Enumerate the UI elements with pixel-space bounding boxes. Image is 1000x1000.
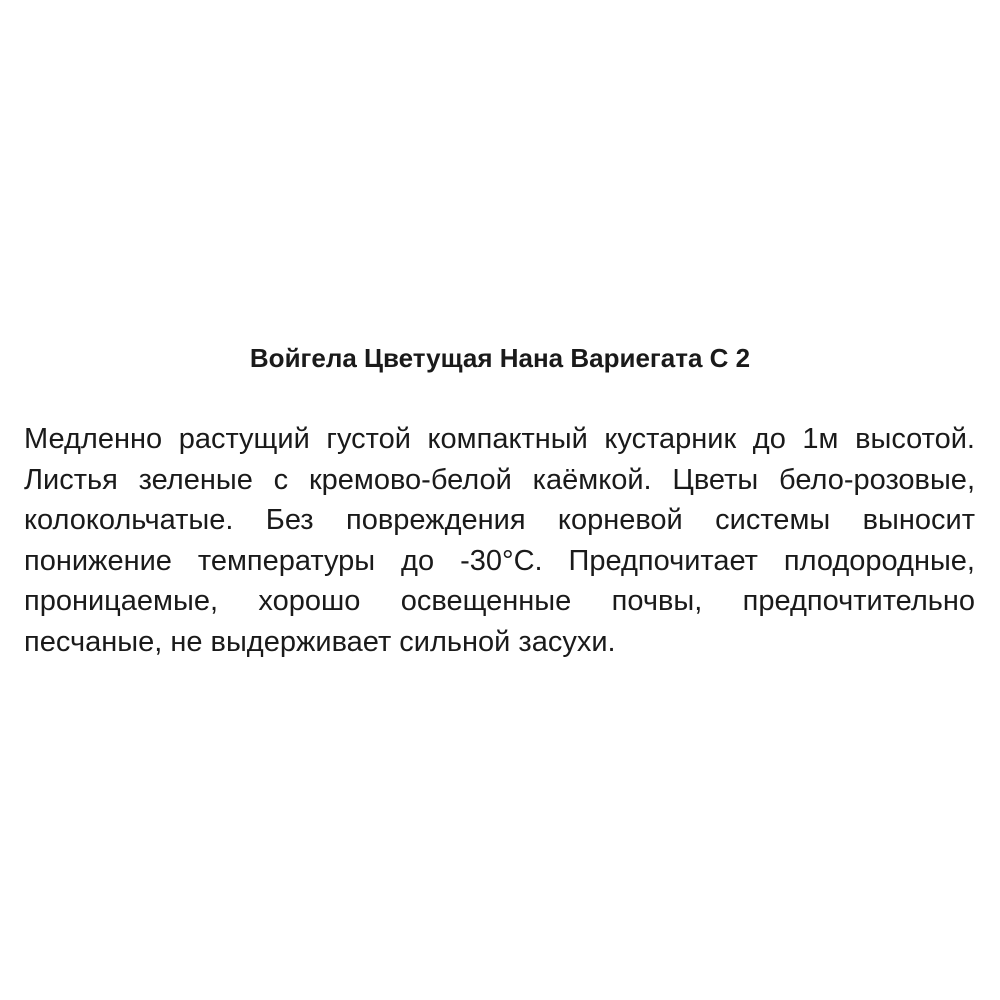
document-title: Войгела Цветущая Нана Вариегата С 2 [249, 343, 751, 373]
body-line-4: понижение температуры до -30°С. Предпочитает плодородные, [24, 544, 975, 577]
document-body [24, 419, 975, 662]
body-line-6: песчаные, не выдерживает сильной засухи. [24, 625, 616, 658]
body-line-1: Медленно растущий густой компактный кустарник до 1м высотой. [24, 423, 975, 455]
body-line-2: Листья зеленые с кремово-белой каёмкой. Цветы бело-розовые, [24, 463, 975, 496]
body-line-3: колокольчатые. Без повреждения корневой системы выносит [24, 504, 975, 536]
body-line-5: проницаемые, хорошо освещенные почвы, предпочтительно [24, 585, 975, 617]
